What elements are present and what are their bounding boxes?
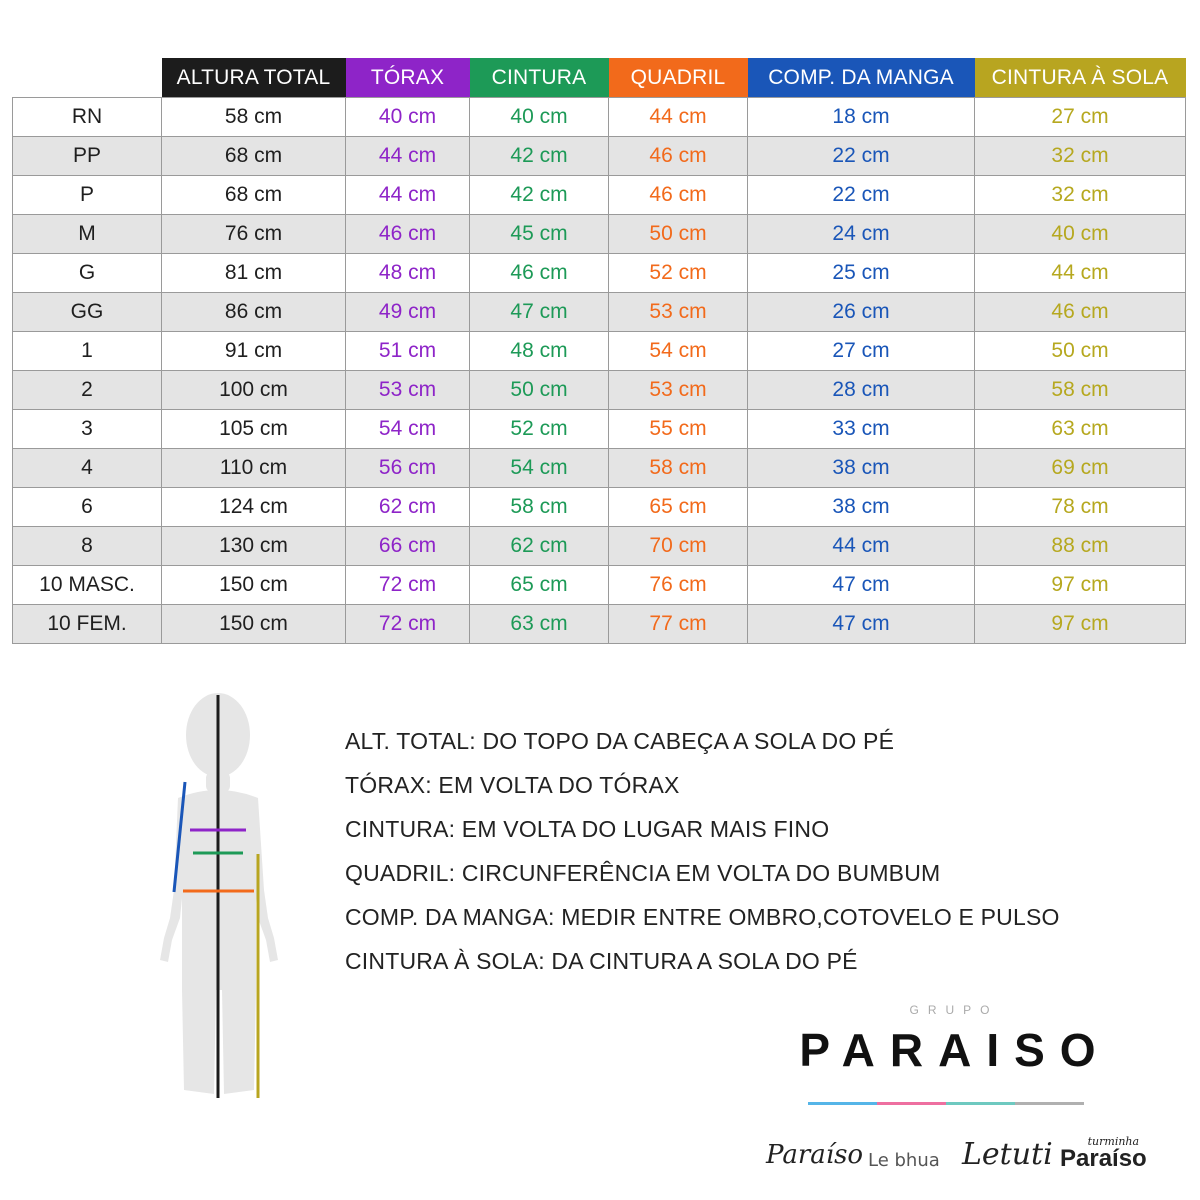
turminha-paraiso-logo	[1060, 1136, 1147, 1171]
table-row	[13, 527, 1186, 566]
header-cintura: CINTURA	[470, 58, 609, 98]
manga-cell: 18 cm	[748, 98, 975, 137]
manga-cell: 22 cm	[748, 176, 975, 215]
table-row	[13, 215, 1186, 254]
altura-cell: 76 cm	[162, 215, 346, 254]
manga-cell: 25 cm	[748, 254, 975, 293]
brand-color-divider	[808, 1102, 1084, 1105]
altura-cell: 58 cm	[162, 98, 346, 137]
quadril-cell: 53 cm	[609, 293, 748, 332]
header-empty-cell	[13, 58, 162, 98]
table-row	[13, 293, 1186, 332]
letuti-logo: Letuti	[962, 1137, 1053, 1172]
paraiso-logo: Paraíso	[766, 1140, 864, 1170]
quadril-cell: 46 cm	[609, 176, 748, 215]
quadril-cell: 58 cm	[609, 449, 748, 488]
table-row	[13, 254, 1186, 293]
quadril-cell: 44 cm	[609, 98, 748, 137]
cintura-cell: 58 cm	[470, 488, 609, 527]
size-cell: 10 MASC.	[13, 566, 162, 605]
altura-cell: 110 cm	[162, 449, 346, 488]
cintura-cell: 52 cm	[470, 410, 609, 449]
torax-cell: 51 cm	[346, 332, 470, 371]
header-torax: TÓRAX	[346, 58, 470, 98]
cintura-cell: 42 cm	[470, 176, 609, 215]
torax-cell: 53 cm	[346, 371, 470, 410]
header-comp-manga: COMP. DA MANGA	[748, 58, 975, 98]
torax-cell: 49 cm	[346, 293, 470, 332]
table-row	[13, 98, 1186, 137]
altura-cell: 124 cm	[162, 488, 346, 527]
cintura-cell: 47 cm	[470, 293, 609, 332]
size-cell: 8	[13, 527, 162, 566]
altura-cell: 150 cm	[162, 605, 346, 644]
altura-cell: 105 cm	[162, 410, 346, 449]
sola-cell: 44 cm	[975, 254, 1186, 293]
manga-cell: 24 cm	[748, 215, 975, 254]
manga-cell: 44 cm	[748, 527, 975, 566]
table-row	[13, 449, 1186, 488]
sola-cell: 40 cm	[975, 215, 1186, 254]
torax-cell: 44 cm	[346, 137, 470, 176]
torax-cell: 56 cm	[346, 449, 470, 488]
table-row	[13, 176, 1186, 215]
cintura-cell: 65 cm	[470, 566, 609, 605]
cintura-cell: 40 cm	[470, 98, 609, 137]
quadril-cell: 77 cm	[609, 605, 748, 644]
size-cell: 4	[13, 449, 162, 488]
torax-cell: 66 cm	[346, 527, 470, 566]
sola-cell: 69 cm	[975, 449, 1186, 488]
size-cell: P	[13, 176, 162, 215]
size-cell: 1	[13, 332, 162, 371]
sola-cell: 58 cm	[975, 371, 1186, 410]
grupo-paraiso-logo	[780, 1003, 1120, 1077]
quadril-cell: 50 cm	[609, 215, 748, 254]
header-quadril: QUADRIL	[609, 58, 748, 98]
sola-cell: 88 cm	[975, 527, 1186, 566]
sola-cell: 97 cm	[975, 566, 1186, 605]
table-body	[13, 98, 1186, 644]
cintura-cell: 46 cm	[470, 254, 609, 293]
size-cell: 6	[13, 488, 162, 527]
le-bhua-logo: Le bhua	[868, 1150, 940, 1171]
torax-cell: 62 cm	[346, 488, 470, 527]
quadril-cell: 65 cm	[609, 488, 748, 527]
torax-cell: 54 cm	[346, 410, 470, 449]
size-cell: 3	[13, 410, 162, 449]
cintura-cell: 45 cm	[470, 215, 609, 254]
legend-item-altura: ALT. TOTAL: DO TOPO DA CABEÇA A SOLA DO PÉ	[345, 728, 895, 754]
size-cell: G	[13, 254, 162, 293]
size-cell: PP	[13, 137, 162, 176]
table-row	[13, 371, 1186, 410]
cintura-cell: 50 cm	[470, 371, 609, 410]
legend-item-quadril: QUADRIL: CIRCUNFERÊNCIA EM VOLTA DO BUMBUM	[345, 860, 941, 886]
torax-cell: 48 cm	[346, 254, 470, 293]
manga-cell: 28 cm	[748, 371, 975, 410]
manga-cell: 38 cm	[748, 488, 975, 527]
manga-cell: 47 cm	[748, 605, 975, 644]
sola-cell: 78 cm	[975, 488, 1186, 527]
sola-cell: 97 cm	[975, 605, 1186, 644]
quadril-cell: 52 cm	[609, 254, 748, 293]
turminha-paraiso-label: Paraíso	[1060, 1145, 1147, 1172]
sola-cell: 50 cm	[975, 332, 1186, 371]
legend-item-cintura: CINTURA: EM VOLTA DO LUGAR MAIS FINO	[345, 816, 830, 842]
size-chart-table	[12, 58, 1186, 644]
size-cell: GG	[13, 293, 162, 332]
altura-cell: 68 cm	[162, 137, 346, 176]
quadril-cell: 53 cm	[609, 371, 748, 410]
altura-cell: 130 cm	[162, 527, 346, 566]
sola-cell: 46 cm	[975, 293, 1186, 332]
manga-cell: 26 cm	[748, 293, 975, 332]
table-row	[13, 488, 1186, 527]
brand-name: PARAISO	[799, 1024, 1111, 1076]
quadril-cell: 46 cm	[609, 137, 748, 176]
sola-cell: 32 cm	[975, 137, 1186, 176]
manga-cell: 22 cm	[748, 137, 975, 176]
manga-cell: 27 cm	[748, 332, 975, 371]
header-altura-total: ALTURA TOTAL	[162, 58, 346, 98]
size-cell: 10 FEM.	[13, 605, 162, 644]
table-header-row	[13, 58, 1186, 98]
legend-item-torax: TÓRAX: EM VOLTA DO TÓRAX	[345, 772, 680, 798]
torax-cell: 44 cm	[346, 176, 470, 215]
altura-cell: 91 cm	[162, 332, 346, 371]
quadril-cell: 70 cm	[609, 527, 748, 566]
altura-cell: 150 cm	[162, 566, 346, 605]
measurement-legend	[345, 728, 1060, 992]
cintura-cell: 48 cm	[470, 332, 609, 371]
child-silhouette-icon	[150, 690, 290, 1102]
manga-cell: 47 cm	[748, 566, 975, 605]
cintura-cell: 42 cm	[470, 137, 609, 176]
table-row	[13, 137, 1186, 176]
size-cell: 2	[13, 371, 162, 410]
torax-cell: 40 cm	[346, 98, 470, 137]
legend-item-manga: COMP. DA MANGA: MEDIR ENTRE OMBRO,COTOVELO E PULSO	[345, 904, 1060, 930]
table-row	[13, 332, 1186, 371]
table-row	[13, 605, 1186, 644]
altura-cell: 81 cm	[162, 254, 346, 293]
sola-cell: 32 cm	[975, 176, 1186, 215]
altura-cell: 68 cm	[162, 176, 346, 215]
quadril-cell: 55 cm	[609, 410, 748, 449]
cintura-cell: 54 cm	[470, 449, 609, 488]
torax-cell: 72 cm	[346, 605, 470, 644]
turminha-label: turminha	[1087, 1135, 1140, 1148]
manga-cell: 38 cm	[748, 449, 975, 488]
torax-cell: 72 cm	[346, 566, 470, 605]
size-cell: RN	[13, 98, 162, 137]
brand-group-label: GRUPO	[909, 1003, 999, 1017]
altura-cell: 100 cm	[162, 371, 346, 410]
sola-cell: 63 cm	[975, 410, 1186, 449]
table-row	[13, 410, 1186, 449]
size-cell: M	[13, 215, 162, 254]
header-cintura-sola: CINTURA À SOLA	[975, 58, 1186, 98]
torax-cell: 46 cm	[346, 215, 470, 254]
cintura-cell: 63 cm	[470, 605, 609, 644]
quadril-cell: 76 cm	[609, 566, 748, 605]
altura-cell: 86 cm	[162, 293, 346, 332]
cintura-cell: 62 cm	[470, 527, 609, 566]
manga-cell: 33 cm	[748, 410, 975, 449]
quadril-cell: 54 cm	[609, 332, 748, 371]
table-row	[13, 566, 1186, 605]
sola-cell: 27 cm	[975, 98, 1186, 137]
legend-item-sola: CINTURA À SOLA: DA CINTURA A SOLA DO PÉ	[345, 948, 858, 974]
